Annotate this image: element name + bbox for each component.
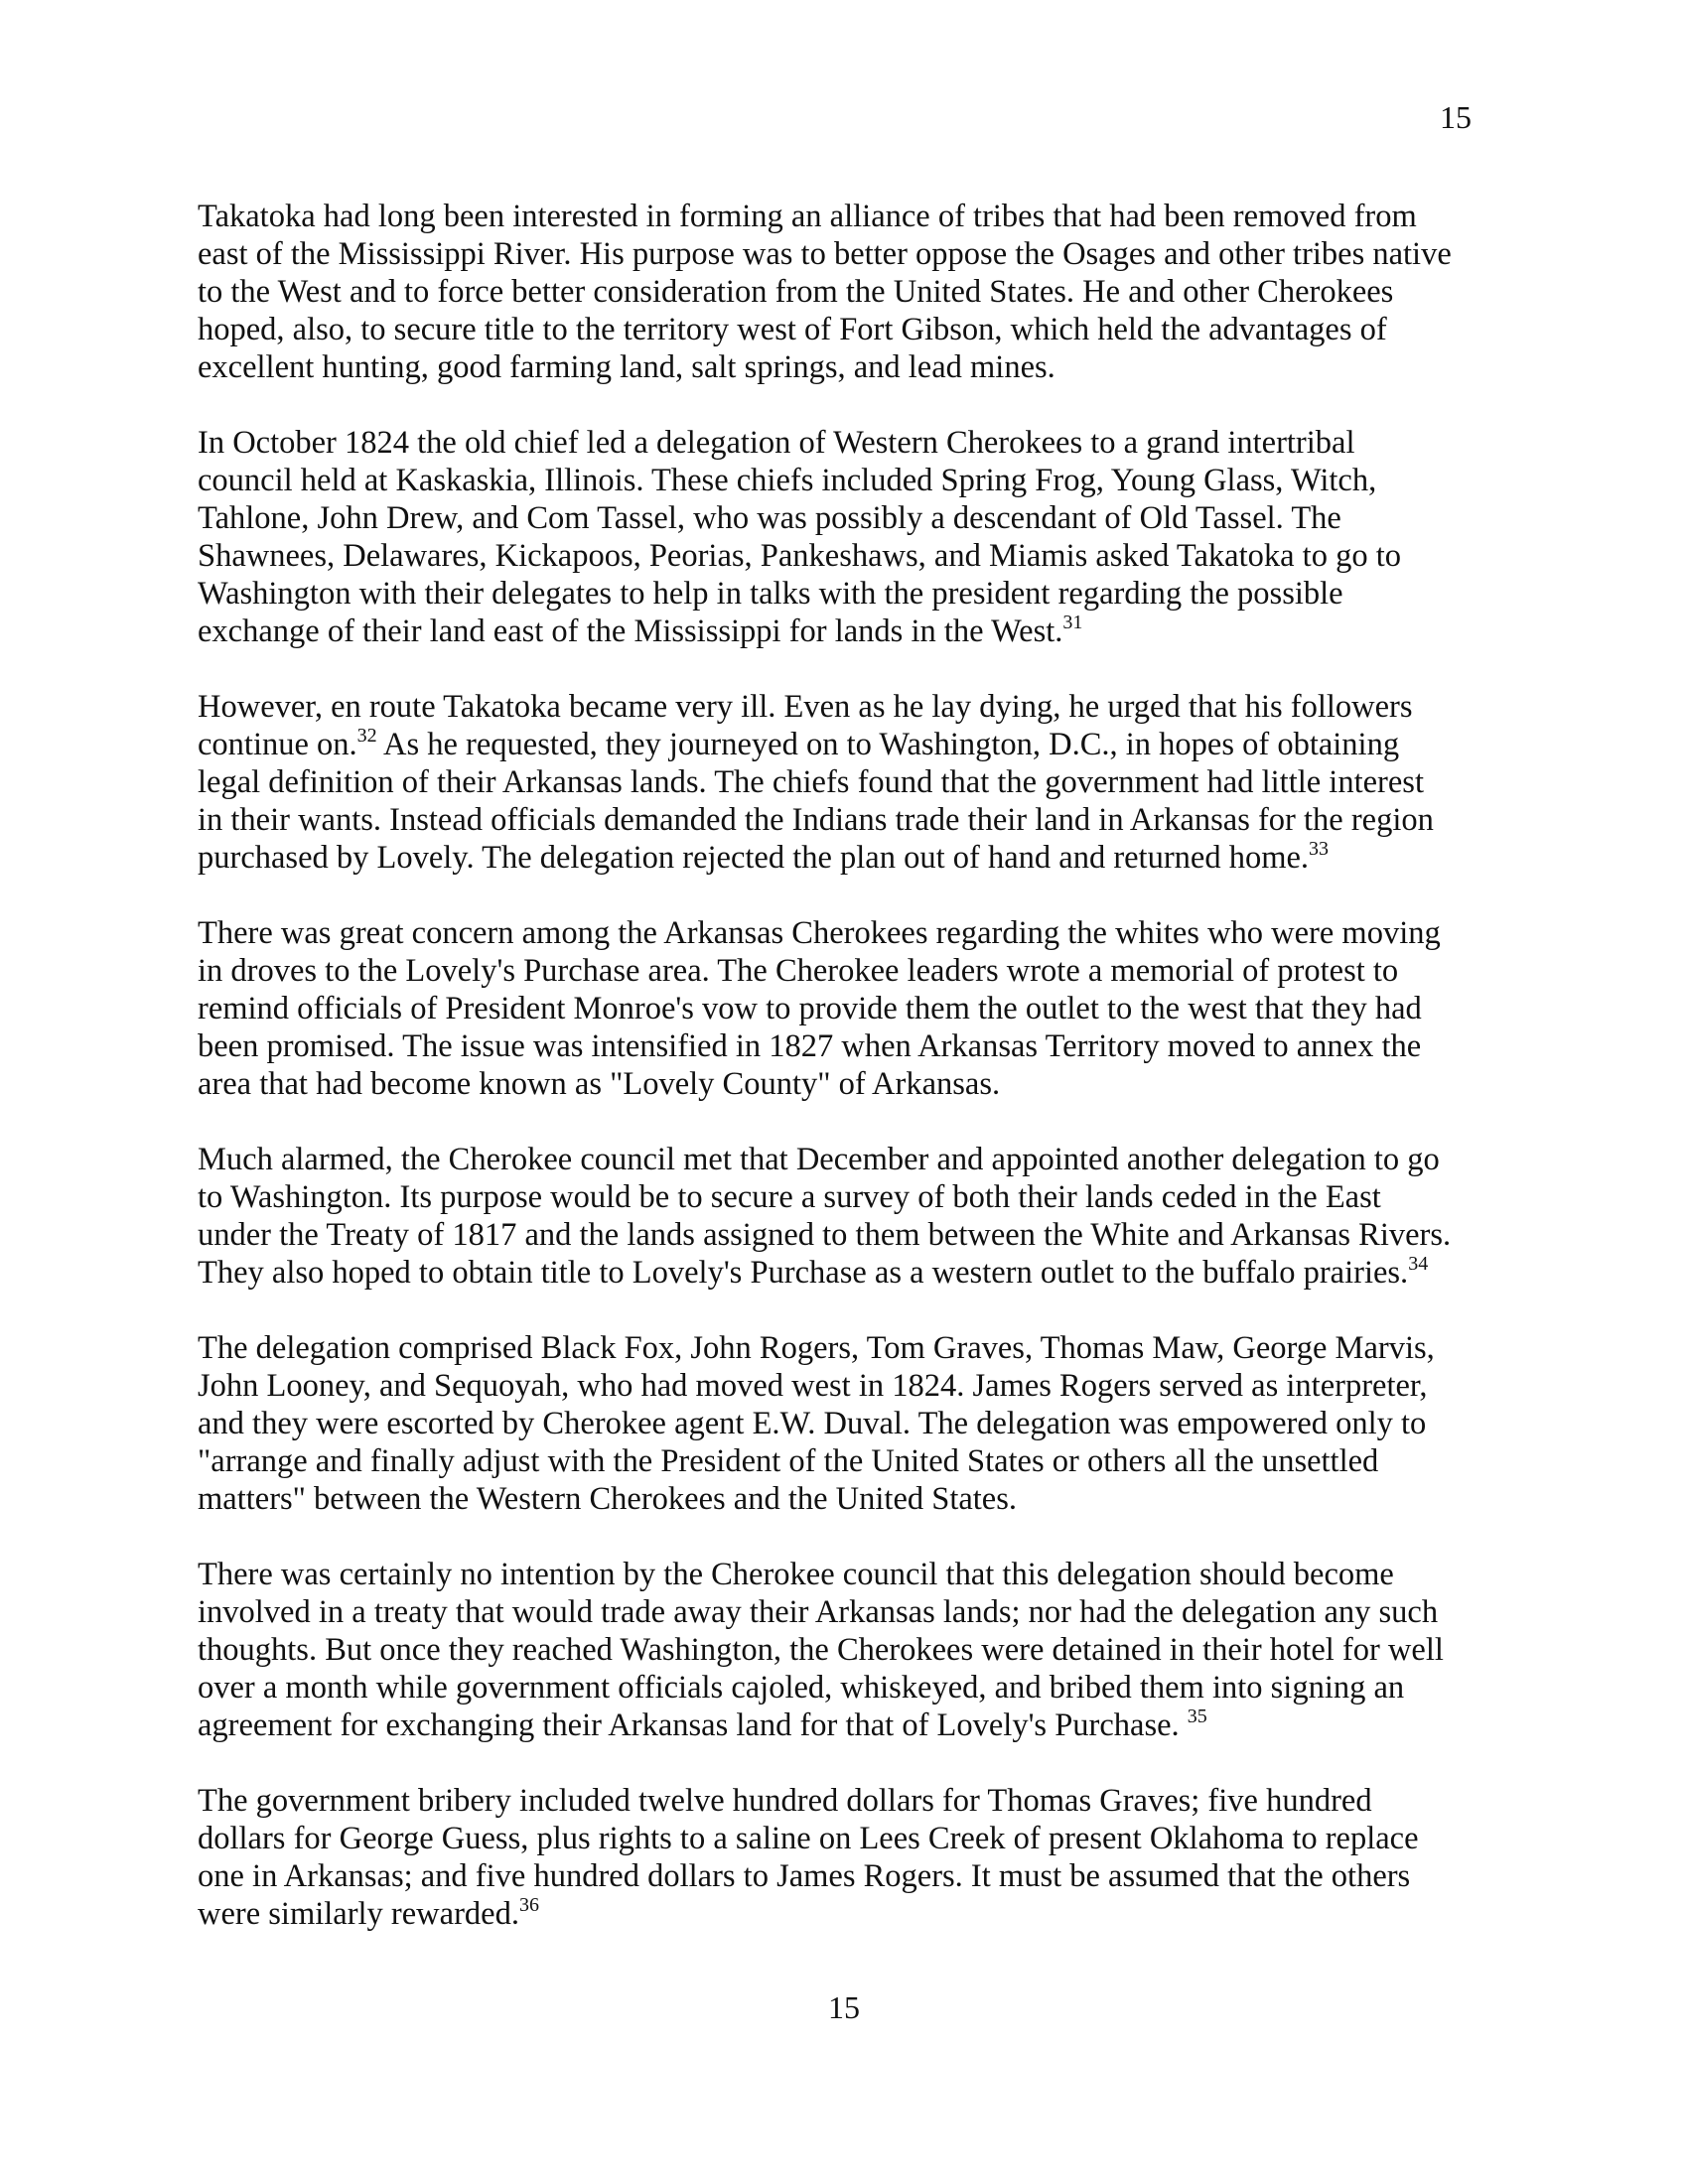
text-line [198,575,1508,613]
paragraph [198,1556,1508,1744]
footnote-reference: 32 [356,725,377,747]
text-line [198,914,1508,952]
text-line [198,1405,1508,1442]
text-segment: In October 1824 the old chief led a delegation of Western Cherokees to a grand intertribal [198,425,1355,461]
text-line [198,763,1508,801]
text-segment: been promised. The issue was intensified in 1827 when Arkansas Territory moved to annex the [198,1028,1422,1064]
text-line [198,1556,1508,1593]
text-segment: were similarly rewarded. [198,1896,519,1932]
paragraph [198,688,1508,877]
text-segment: John Looney, and Sequoyah, who had moved west in 1824. James Rogers served as interpreter, [198,1368,1428,1404]
text-line [198,1141,1508,1178]
footnote-reference: 35 [1187,1706,1207,1727]
text-line [198,990,1508,1027]
text-segment: council held at Kaskaskia, Illinois. These chiefs included Spring Frog, Young Glass, Witch, [198,463,1377,498]
text-line [198,1367,1508,1405]
text-segment: matters" between the Western Cherokees and the United States. [198,1481,1018,1517]
text-line [198,1329,1508,1367]
text-line [198,1669,1508,1706]
text-segment: Washington with their delegates to help in talks with the president regarding the possible [198,576,1343,612]
text-segment: The government bribery included twelve hundred dollars for Thomas Graves; five hundred [198,1783,1372,1819]
text-segment: The delegation comprised Black Fox, John Rogers, Tom Graves, Thomas Maw, George Marvis, [198,1330,1435,1366]
text-line [198,952,1508,990]
text-segment: thoughts. But once they reached Washington, the Cherokees were detained in their hotel for well [198,1632,1444,1668]
text-segment: dollars for George Guess, plus rights to a saline on Lees Creek of present Oklahoma to replace [198,1821,1419,1856]
text-line [198,1857,1508,1895]
text-segment: in their wants. Instead officials demanded the Indians trade their land in Arkansas for the region [198,802,1434,838]
text-line [198,1593,1508,1631]
page-number-top: 15 [1440,99,1472,135]
text-segment: Much alarmed, the Cherokee council met that December and appointed another delegation to go [198,1142,1440,1177]
paragraph [198,1782,1508,1933]
text-segment: agreement for exchanging their Arkansas land for that of Lovely's Purchase. [198,1707,1188,1743]
text-segment: continue on. [198,727,357,762]
text-line [198,1254,1508,1292]
text-segment: Tahlone, John Drew, and Com Tassel, who was possibly a descendant of Old Tassel. The [198,500,1341,536]
paragraph [198,1141,1508,1292]
text-segment: Takatoka had long been interested in forming an alliance of tribes that had been removed from [198,199,1417,234]
paragraph [198,424,1508,650]
text-line [198,1216,1508,1254]
text-line [198,801,1508,839]
text-segment: to the West and to force better consideration from the United States. He and other Cherokees [198,274,1394,310]
footnote-reference: 33 [1309,838,1330,860]
text-segment: There was great concern among the Arkansas Cherokees regarding the whites who were moving [198,915,1441,951]
text-segment: area that had become known as "Lovely County" of Arkansas. [198,1066,1001,1102]
footnote-reference: 34 [1408,1253,1429,1275]
text-segment: one in Arkansas; and five hundred dollars to James Rogers. It must be assumed that the others [198,1858,1411,1894]
page-number-bottom: 15 [828,1989,860,2025]
footnote-reference: 31 [1062,612,1083,633]
text-segment: "arrange and finally adjust with the President of the United States or others all the unsettled [198,1443,1379,1479]
paragraph [198,914,1508,1103]
text-segment: east of the Mississippi River. His purpose was to better oppose the Osages and other tribes native [198,236,1452,272]
text-line [198,311,1508,348]
text-segment: There was certainly no intention by the Cherokee council that this delegation should become [198,1557,1394,1592]
text-line [198,1895,1508,1933]
text-line [198,1782,1508,1820]
footnote-reference: 36 [518,1894,539,1916]
text-segment: excellent hunting, good farming land, salt springs, and lead mines. [198,349,1055,385]
text-line [198,1706,1508,1744]
text-segment: under the Treaty of 1817 and the lands assigned to them between the White and Arkansas Rivers. [198,1217,1452,1253]
text-segment: They also hoped to obtain title to Lovely's Purchase as a western outlet to the buffalo prairies. [198,1255,1409,1291]
text-line [198,235,1508,273]
paragraph [198,198,1508,386]
text-line [198,1027,1508,1065]
text-line [198,198,1508,235]
text-line [198,839,1508,877]
text-line [198,1820,1508,1857]
text-segment: to Washington. Its purpose would be to secure a survey of both their lands ceded in the East [198,1179,1381,1215]
text-line [198,424,1508,462]
text-segment: Shawnees, Delawares, Kickapoos, Peorias, Pankeshaws, and Miamis asked Takatoka to go to [198,538,1401,574]
text-line [198,1065,1508,1103]
text-segment: purchased by Lovely. The delegation rejected the plan out of hand and returned home. [198,840,1310,876]
text-line [198,726,1508,763]
text-segment: legal definition of their Arkansas lands. The chiefs found that the government had little interest [198,764,1424,800]
text-line [198,499,1508,537]
text-segment: remind officials of President Monroe's vow to provide them the outlet to the west that they had [198,991,1422,1026]
text-segment: in droves to the Lovely's Purchase area. The Cherokee leaders wrote a memorial of protest to [198,953,1399,989]
text-line [198,1480,1508,1518]
text-line [198,348,1508,386]
text-line [198,537,1508,575]
text-line [198,688,1508,726]
text-segment: hoped, also, to secure title to the territory west of Fort Gibson, which held the advantages of [198,312,1387,347]
text-line [198,1442,1508,1480]
text-segment: and they were escorted by Cherokee agent E.W. Duval. The delegation was empowered only to [198,1406,1427,1441]
text-segment: However, en route Takatoka became very ill. Even as he lay dying, he urged that his followers [198,689,1413,725]
text-segment: exchange of their land east of the Mississippi for lands in the West. [198,614,1063,649]
text-segment: involved in a treaty that would trade away their Arkansas lands; nor had the delegation any such [198,1594,1439,1630]
text-line [198,462,1508,499]
text-segment: over a month while government officials cajoled, whiskeyed, and bribed them into signing an [198,1670,1405,1706]
text-line [198,613,1508,650]
document-body [198,198,1508,1971]
text-line [198,1631,1508,1669]
text-segment: As he requested, they journeyed on to Washington, D.C., in hopes of obtaining [376,727,1400,762]
text-line [198,1178,1508,1216]
text-line [198,273,1508,311]
paragraph [198,1329,1508,1518]
